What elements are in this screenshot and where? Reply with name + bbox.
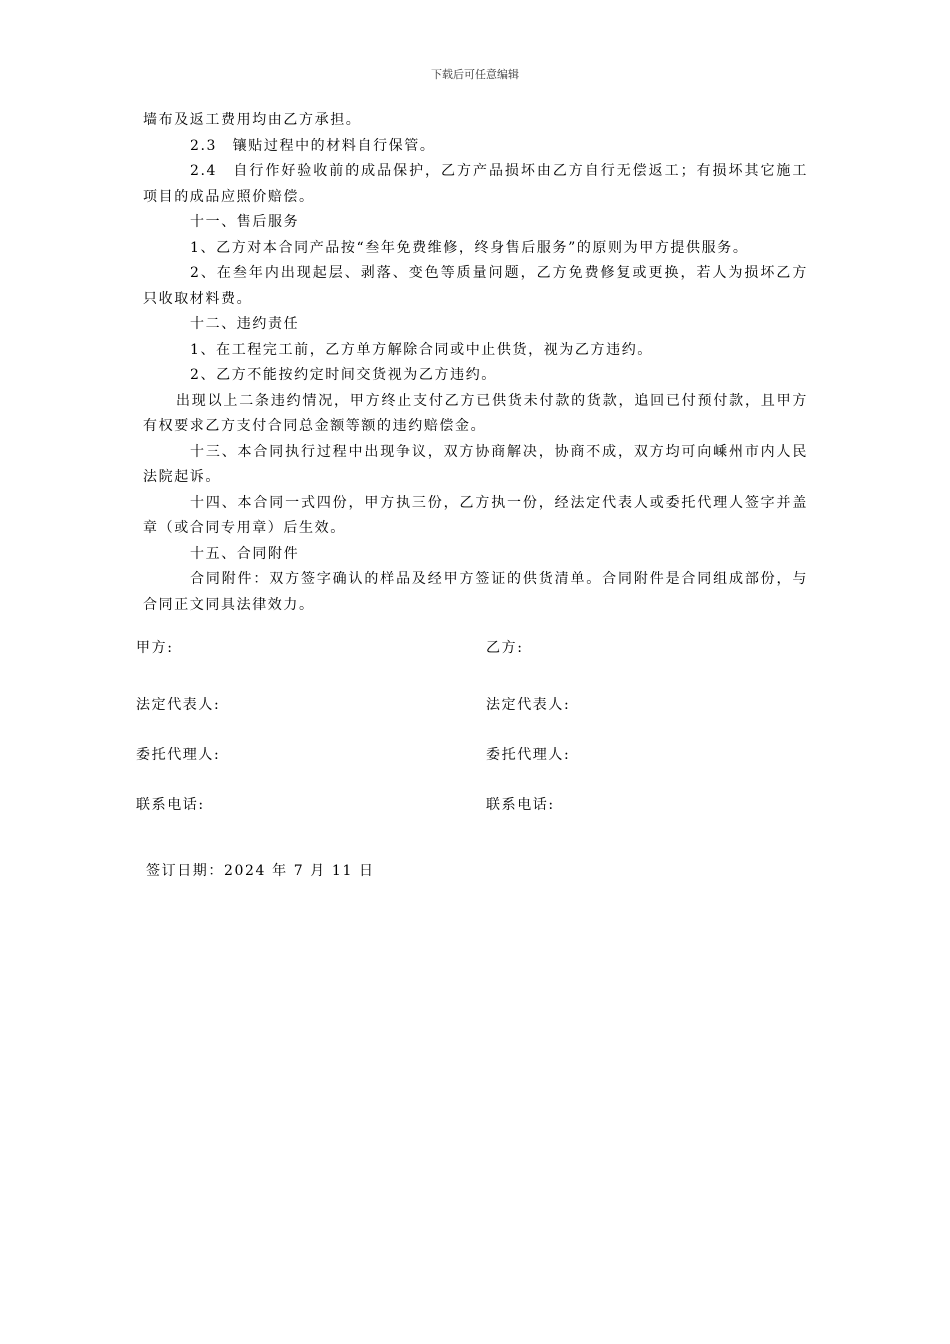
contract-body xyxy=(143,108,808,618)
party-a-label: 甲方: xyxy=(136,640,174,656)
paragraph: 墙布及返工费用均由乙方承担。 xyxy=(143,112,362,128)
paragraph: 十三、本合同执行过程中出现争议，双方协商解决，协商不成，双方均可向嵊州市内人民法院起诉。 xyxy=(143,443,808,485)
section-heading: 十二、违约责任 xyxy=(190,316,300,332)
section-heading: 十一、售后服务 xyxy=(190,214,300,230)
party-a-agent-label: 委托代理人: xyxy=(136,747,221,763)
paragraph: 1、乙方对本合同产品按“叁年免费维修，终身售后服务”的原则为甲方提供服务。 xyxy=(190,239,749,256)
paragraph: 2.3 镶贴过程中的材料自行保管。 xyxy=(190,137,436,154)
sign-date: 签订日期：2024 年 7 月 11 日 xyxy=(146,863,375,879)
party-b-label: 乙方: xyxy=(486,640,524,656)
page-header-note: 下载后可任意编辑 xyxy=(431,68,519,81)
party-a-legal-rep-label: 法定代表人: xyxy=(136,697,221,713)
party-a-phone-label: 联系电话: xyxy=(136,797,205,813)
party-b-phone-label: 联系电话: xyxy=(486,797,555,813)
paragraph: 出现以上二条违约情况，甲方终止支付乙方已供货未付款的货款，追回已付预付款，且甲方有权要求乙方支付合同总金额等额的违约赔偿金。 xyxy=(143,392,808,434)
paragraph: 合同附件：双方签字确认的样品及经甲方签证的供货清单。合同附件是合同组成部份，与合同正文同具法律效力。 xyxy=(143,571,808,613)
paragraph: 2.4 自行作好验收前的成品保护，乙方产品损坏由乙方自行无偿返工；有损坏其它施工项目的成品应照价赔偿。 xyxy=(143,163,808,205)
party-b-agent-label: 委托代理人: xyxy=(486,747,571,763)
party-b-legal-rep-label: 法定代表人: xyxy=(486,697,571,713)
paragraph: 2、乙方不能按约定时间交货视为乙方违约。 xyxy=(190,367,497,383)
paragraph: 2、在叁年内出现起层、剥落、变色等质量问题，乙方免费修复或更换，若人为损坏乙方只收取材料费。 xyxy=(143,265,808,307)
paragraph: 1、在工程完工前，乙方单方解除合同或中止供货，视为乙方违约。 xyxy=(190,341,653,358)
section-heading: 十五、合同附件 xyxy=(190,545,300,562)
paragraph: 十四、本合同一式四份，甲方执三份，乙方执一份，经法定代表人或委托代理人签字并盖章（或合同专用章）后生效。 xyxy=(143,494,808,536)
